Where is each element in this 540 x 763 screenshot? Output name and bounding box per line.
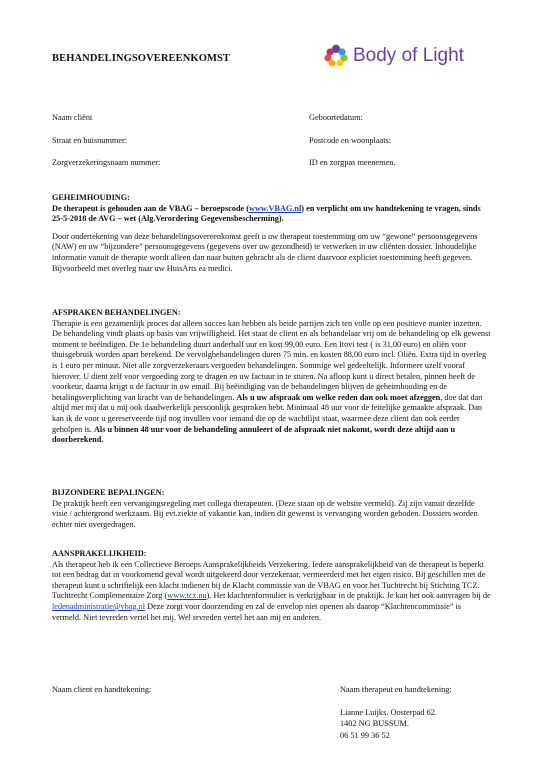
liability-text-1: Als therapeut heb ik een Collectieve Beroeps Aansprakelijkheids Verzekering. Iedere aansprakelijkheid van de therapeut is beperkt tot een bedrag dat in voorkomend geval wordt uitgekeerd door verzekeraar, vermeerderd met het eigen risico. Bij geschillen met de therapeut kunt u schriftelijk een klacht indienen bij de Klacht commissie van de VBAG en voor het Tuchtrecht bij Stichting TCZ. Tuchtrecht Complementaire Zorg ( (52, 559, 486, 601)
lotus-logo-icon (322, 42, 350, 70)
vbag-link[interactable]: www.VBAG.nl (249, 203, 302, 213)
therapist-signature-label: Naam therapeut en handtekening: (340, 685, 452, 694)
liability-text-2: ). Het klachtenformulier is verkrijgbaar in de praktijk. Je kan het ook aanvragen bij de (206, 591, 491, 601)
cancel-fee-notice: Als u binnen 48 uur voor de behandeling annuleert of de afspraak niet nakomt, wordt deze altijd aan u doorberekend. (52, 424, 456, 445)
field-id: ID en zorgpas meenemen. (309, 158, 396, 167)
special-heading: BIJZONDERE BEPALINGEN: (52, 488, 165, 497)
special-body: De praktijk heeft een vervangingsregeling met collega therapeuten. (Deze staan op de website vermeld). Zij zijn vanuit dezelfde visie / achtergrond werkzaam. Bij evt.ziekte of vakantie kan, indien dit gewenst is vervanging worden geboden. Dossiers worden echter niet overgedragen. (52, 498, 478, 529)
privacy-statement (52, 204, 492, 225)
agreements-section (52, 308, 492, 446)
therapist-postcode: 1402 NG BUSSUM. (340, 719, 409, 728)
liability-section (52, 549, 492, 623)
therapist-name: Lianne Luijks. Oosterpad 62. (340, 707, 438, 717)
field-postcode: Postcode en woonplaats: (309, 136, 392, 145)
special-section (52, 488, 492, 530)
privacy-body: Door ondertekening van deze behandelingsovereenkomst geeft u uw therapeut toestemming om uw “gewone” persoonsgegevens (NAW) en uw “bijzondere” persoonsgegevens (gegevens over uw gezondheid) te verwerken in uw cliënten dossier. Inhoudelijke informatie vanuit de therapie wordt alleen dan naar buiten gebracht als de client daarvoor expliciet toestemming heeft gegeven. Bijvoorbeeld met overleg naar uw HuisArts ea medici. (52, 231, 478, 273)
field-street: Straat en huisnummer: (52, 136, 128, 145)
field-insurer: Zorgverzekeringsnaam nummer: (52, 158, 161, 167)
tcz-link[interactable]: www.tcz.nu (167, 591, 207, 601)
document-title: BEHANDELINGSOVEREENKOMST (52, 53, 231, 64)
cancel-details: , doe dat dan altijd met mij dat u mij ook daadwerkelijk persoonlijk gesproken hebt. Minimaal 48 uur voor de feitelijke gemaakte afspraak. Dan kan ik de voor u gereserveerde tijd nog invullen voor iemand die op de wachtlijst staat, waarmee deze client dan ook eerder geholpen is. (52, 392, 483, 434)
body-of-light-logo (322, 42, 464, 70)
therapist-signature-block (340, 684, 452, 741)
liability-text-3: Deze zorgt voor doorzending en zal de envelop niet openen als daarop “Klachtencommissie” is vermeld. Niet tevreden vertel het mij. Wel tevreden vertel het aan mij en anderen. (52, 601, 462, 622)
agreements-heading: AFSPRAKEN BEHANDELINGEN: (52, 308, 181, 317)
email-link[interactable]: ledenadministratie@vbag.nl (52, 601, 146, 611)
privacy-statement-b: ) en verplicht om uw handtekening te vragen, sinds 25-5-2018 de AVG – wet (Alg.Verordering Gegevensbescherming). (52, 203, 481, 224)
privacy-section (52, 193, 492, 274)
logo-text: Body of Light (353, 45, 464, 66)
cancel-notice: Als u uw afspraak om welke reden dan ook moet afzeggen (236, 392, 441, 402)
privacy-heading: GEHEIMHOUDING: (52, 193, 130, 202)
field-birthdate: Geboortedatum: (309, 113, 363, 122)
agreements-body-text: Therapie is een gezamenlijk proces dat alleen succes kan hebben als beide partijen zich ten volle op een positieve manier inzetten. De behandeling vindt plaats op basis van vrijwilligheid. Het staat de client en als behandelaar vrij om de behandeling op elk gewenst moment te beëindigen. De 1e behandeling duurt anderhalf uur en kost 99,00 euro. Een Itovi test ( is 31,00 euro) en oliën voor thuisgebruik worden apart berekend. De vervolgbehandelingen duren 75 min. en kosten 88,00 euro incl. Oliën. Extra tijd in overleg is 1 euro per minuut. Niet alle zorgverzekeraars vergoeden behandelingen. Sommige wel gedeeltelijk. Informeer uzelf vooraf hierover. U dient zelf voor vergoeding zorg te dragen en uw factuur in te sturen. Na afloop kunt u direct betalen, pinnen heeft de voorkeur, daarna krijgt u de factuur in uw email. Bij beëindiging van de behandelingen blijven de geheimhouding en de betalingsverplichting van kracht van de behandelingen. (52, 318, 491, 402)
liability-body (52, 560, 492, 624)
client-signature-label: Naam client en handtekening: (52, 685, 152, 694)
therapist-phone: 06 51 99 36 52 (340, 730, 390, 740)
agreements-body (52, 319, 492, 446)
privacy-statement-a: De therapeut is gehouden aan de VBAG – beroepscode ( (52, 203, 250, 213)
field-name-client: Naam cliënt (52, 113, 93, 122)
liability-heading: AANSPRAKELIJKHEID: (52, 549, 147, 558)
